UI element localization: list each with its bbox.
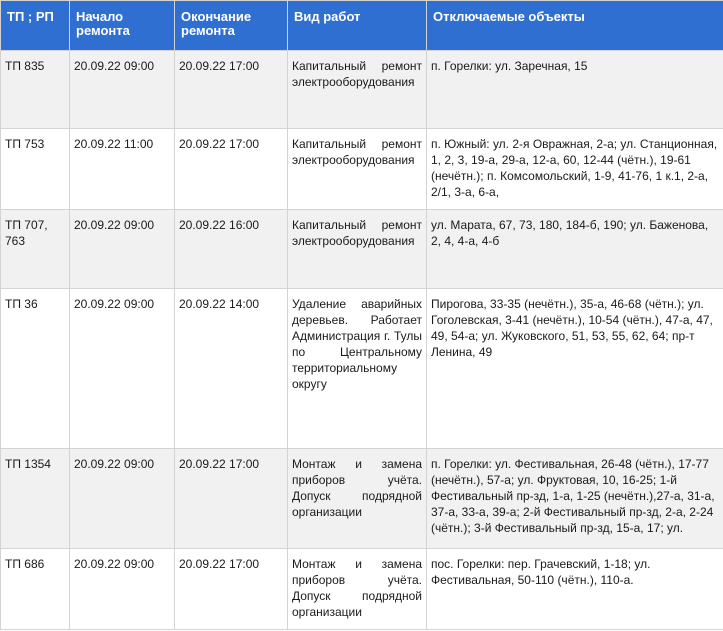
- cell-objects: п. Южный: ул. 2-я Овражная, 2-а; ул. Станционная, 1, 2, 3, 19-а, 29-а, 12-а, 60, 12-44 (чётн.), 19-61 (нечётн.); п. Комсомольский, 1-9, 41-76, 1 к.1, 2-а, 2/1, 3-а, 6-а,: [427, 129, 723, 210]
- cell-start: 20.09.22 09:00: [70, 210, 175, 289]
- cell-work-type: Капитальный ремонт электрооборудования: [288, 51, 427, 129]
- header-objects: Отключаемые объекты: [427, 1, 723, 51]
- cell-tp: ТП 835: [1, 51, 70, 129]
- cell-work-type: Монтаж и замена приборов учёта. Допуск подрядной организации: [288, 449, 427, 549]
- table-row: [1, 210, 723, 289]
- table-row: [1, 549, 723, 630]
- cell-end: 20.09.22 17:00: [175, 129, 288, 210]
- cell-objects: ул. Марата, 67, 73, 180, 184-б, 190; ул. Баженова, 2, 4, 4-а, 4-б: [427, 210, 723, 289]
- cell-tp: ТП 707, 763: [1, 210, 70, 289]
- header-work-type: Вид работ: [288, 1, 427, 51]
- cell-start: 20.09.22 11:00: [70, 129, 175, 210]
- cell-work-type: Капитальный ремонт электрооборудования: [288, 210, 427, 289]
- table-row: [1, 129, 723, 210]
- cell-end: 20.09.22 16:00: [175, 210, 288, 289]
- cell-work-type: Удаление аварийных деревьев. Работает Администрация г. Тулы по Центральному территориальному округу: [288, 289, 427, 449]
- cell-start: 20.09.22 09:00: [70, 449, 175, 549]
- cell-start: 20.09.22 09:00: [70, 289, 175, 449]
- cell-objects: пос. Горелки: пер. Грачевский, 1-18; ул. Фестивальная, 50-110 (чётн.), 110-а.: [427, 549, 723, 630]
- table-row: [1, 449, 723, 549]
- table-row: [1, 289, 723, 449]
- cell-tp: ТП 686: [1, 549, 70, 630]
- cell-work-type: Капитальный ремонт электрооборудования: [288, 129, 427, 210]
- cell-tp: ТП 1354: [1, 449, 70, 549]
- cell-end: 20.09.22 14:00: [175, 289, 288, 449]
- header-tp: ТП ; РП: [1, 1, 70, 51]
- cell-objects: п. Горелки: ул. Заречная, 15: [427, 51, 723, 129]
- cell-end: 20.09.22 17:00: [175, 549, 288, 630]
- cell-tp: ТП 36: [1, 289, 70, 449]
- cell-start: 20.09.22 09:00: [70, 549, 175, 630]
- cell-objects: Пирогова, 33-35 (нечётн.), 35-а, 46-68 (чётн.); ул. Гоголевская, 3-41 (нечётн.), 10-54 (чётн.), 47-а, 47, 49, 54-а; ул. Жуковского, 51, 53, 55, 62, 64; пр-т Ленина, 49: [427, 289, 723, 449]
- header-end: Окончание ремонта: [175, 1, 288, 51]
- cell-start: 20.09.22 09:00: [70, 51, 175, 129]
- cell-end: 20.09.22 17:00: [175, 51, 288, 129]
- cell-end: 20.09.22 17:00: [175, 449, 288, 549]
- table-row: [1, 51, 723, 129]
- table-header-row: [1, 1, 723, 51]
- cell-objects: п. Горелки: ул. Фестивальная, 26-48 (чётн.), 17-77 (нечётн.), 57-а; ул. Фруктовая, 10, 16-25; 1-й Фестивальный пр-зд, 1-а, 1-25 (нечётн.),27-а, 31-а, 37-а, 33-а, 39-а; 2-й Фестивальный пр-зд, 2-а, 2-24 (чётн.); 3-й Фестивальный пр-зд, 15-а, 17; ул.: [427, 449, 723, 549]
- cell-work-type: Монтаж и замена приборов учёта. Допуск подрядной организации: [288, 549, 427, 630]
- cell-tp: ТП 753: [1, 129, 70, 210]
- header-start: Начало ремонта: [70, 1, 175, 51]
